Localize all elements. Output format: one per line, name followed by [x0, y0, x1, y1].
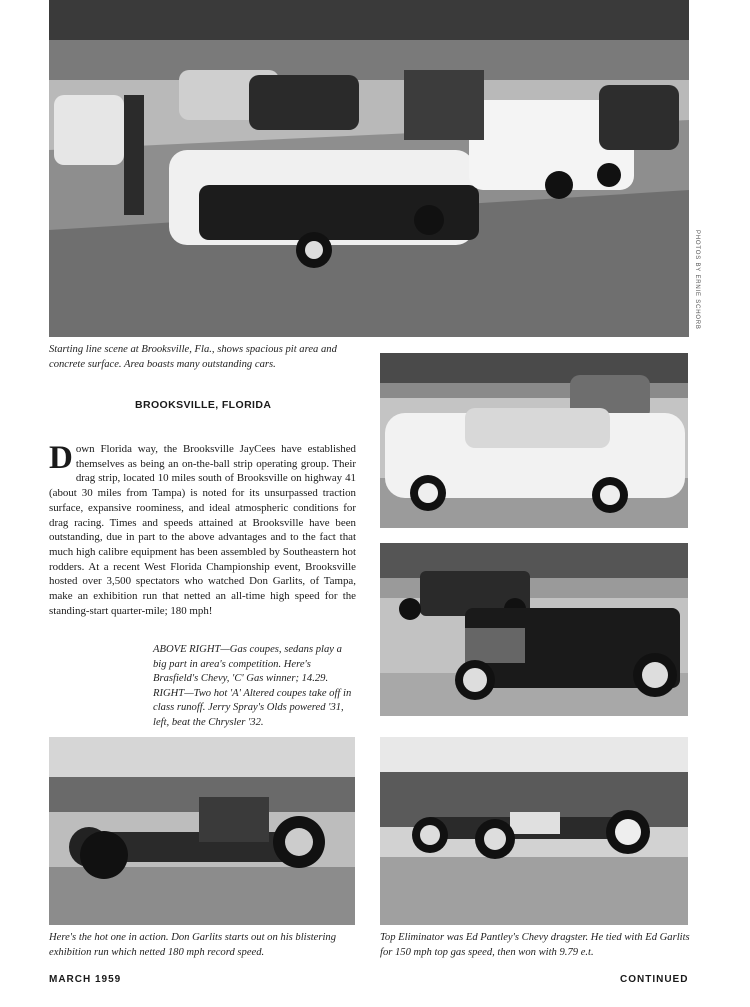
bottom-left-caption: Here's the hot one in action. Don Garlits starts out on his blistering exhibition run which netted 180 mph record speed.: [49, 932, 337, 958]
top-caption: Starting line scene at Brooksville, Fla., shows spacious pit area and concrete surface. Area boasts many outstanding cars.: [49, 344, 337, 370]
bottom-right-caption: Top Eliminator was Ed Pantley's Chevy dragster. He tied with Ed Garlits for 150 mph top gas speed, then won with 9.79 e.t.: [380, 932, 690, 958]
garlits-dragster-photo: [49, 737, 355, 925]
chevy-sedan-photo: [380, 353, 688, 528]
article-body: [49, 442, 356, 618]
right-photos-caption: ABOVE RIGHT—Gas coupes, sedans play a big part in area's competition. Here's Brasfield's Chevy, 'C' Gas winner; 14.29. RIGHT—Two hot 'A' Altered coupes take off in class runoff. Jerry Spray's Olds powered '31, left, beat the Chrysler '32.: [153, 644, 352, 728]
starting-line-photo: [49, 0, 689, 337]
issue-date: MARCH 1959: [49, 974, 122, 985]
altered-coupes-photo: [380, 543, 688, 716]
drop-cap: D: [49, 440, 73, 476]
photo-credit: PHOTOS BY ERNIE SCHORB: [694, 230, 700, 330]
article-body-text: own Florida way, the Brooksville JayCees have established themselves as being an on-the-ball strip operating group. Their drag strip, located 10 miles south of Brooksville on highway 41 (about 30 miles from Tampa) is noted for its unsurpassed traction surface, expansive roominess, and ideal atmospheric conditions for drag racing. Times and speeds attained at Brooksville have been outstanding, due in part to the above advantages and to the fact that much high calibre equipment has been assembled by Southeastern hot rodders. At a recent West Florida Championship event, Brooksville hosted over 3,500 spectators who watched Don Garlits, of Tampa, make an exhibition run that netted an all-time high speed for the standing-start quarter-mile; 180 mph!: [49, 443, 356, 617]
pantley-dragster-photo: [380, 737, 688, 925]
continued-label: CONTINUED: [620, 974, 689, 985]
article-headline: BROOKSVILLE, FLORIDA: [135, 399, 272, 411]
